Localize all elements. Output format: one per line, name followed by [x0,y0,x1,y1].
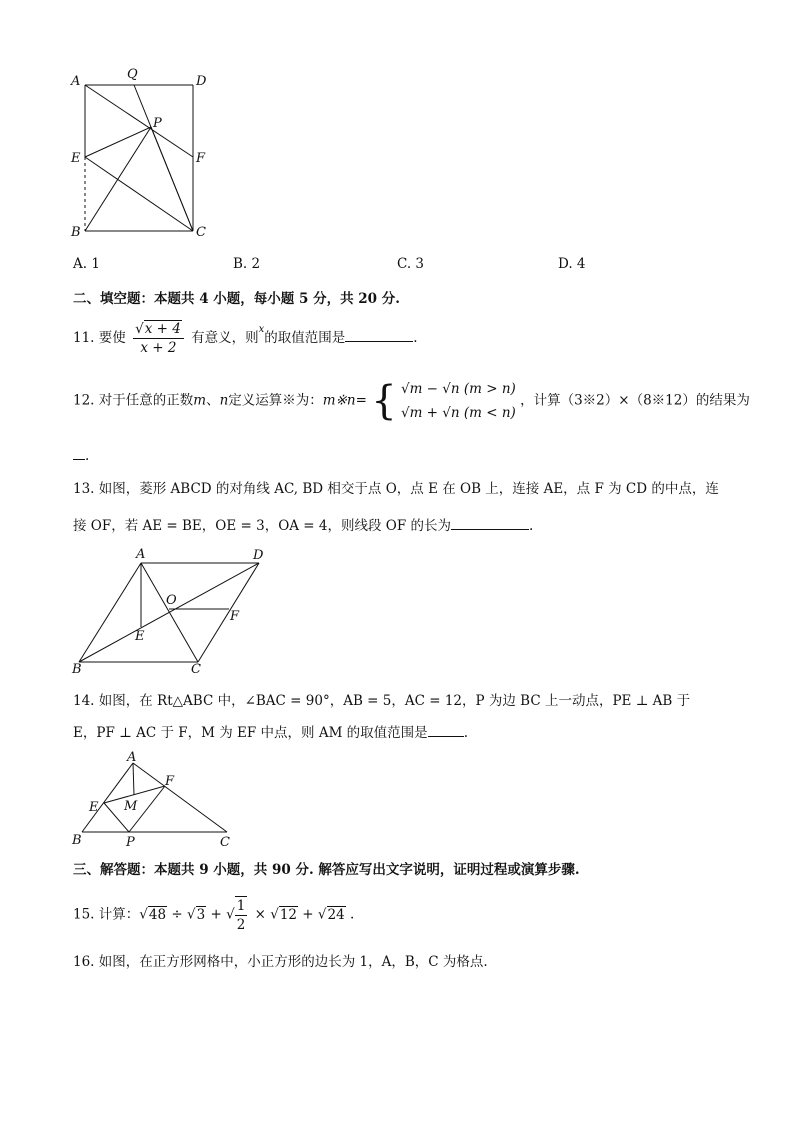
segment-bp [85,127,151,231]
q14-line-2 [73,722,468,743]
q11-denominator: x + 2 [140,340,177,356]
segment-ec [85,157,193,231]
q11-number: 11. [73,330,95,346]
q12-op: m※n= [322,392,367,409]
q11-answer-blank [345,327,413,342]
label-b: B [72,662,82,677]
q12-pre: 对于任意的正数 [98,392,194,409]
label-o: O [166,593,177,608]
q15-radical-4: 24 [327,906,345,923]
q14-line-1: 14. 如图，在 Rt△ABC 中，∠BAC = 90°，AB = 5，AC = 12，P 为边 BC 上一动点，PE ⊥ AB 于 [73,693,691,709]
label-d: D [253,548,264,563]
q15-fraction [235,896,248,934]
q15-radical-1: 48 [148,906,167,923]
section-heading-solutions: 三、解答题：本题共 9 小题，共 90 分. 解答应写出文字说明，证明过程或演算步骤. [73,862,580,878]
label-p: P [126,835,135,850]
label-p: P [153,116,162,131]
label-f: F [196,151,206,166]
q12-sep: 、 [206,392,220,409]
q11-pre: 要使 [98,330,126,346]
q15-frac-num: 1 [236,898,246,914]
q14-answer-blank [428,722,464,737]
q13-line-2 [73,515,533,536]
q12-end: . [85,448,90,464]
label-c: C [220,835,230,850]
section-heading-fill-in: 二、填空题：本题共 4 小题，每小题 5 分，共 20 分. [73,291,400,307]
q15-pre: 计算： [98,906,140,923]
question-16: 16. 如图，在正方形网格中，小正方形的边长为 1，A，B，C 为格点. [73,954,488,970]
q15-plus-2: + [302,906,314,923]
label-f: F [230,609,240,624]
label-m: M [124,799,138,814]
q12-cases [401,377,516,425]
figure-q13-rhombus [65,543,285,678]
q12-n: n [219,392,229,409]
q12-answer-blank [73,445,85,460]
q10-option-b: B. 2 [233,256,261,272]
q10-option-c: C. 3 [397,256,425,272]
figure-q10-rectangle [65,64,225,244]
q11-end: . [413,330,418,346]
label-b: B [72,833,82,848]
q11-post: 的取值范围是 [264,330,346,346]
side-dc [198,563,259,662]
q15-radical-2: 3 [196,906,206,923]
segment-am [133,763,134,795]
label-a: A [136,547,146,562]
q13-answer-blank [451,515,529,530]
label-b: B [71,225,81,240]
q13-line-2-text: 接 OF，若 AE = BE，OE = 3，OA = 4，则线段 OF 的长为 [73,518,452,534]
question-12 [73,377,750,425]
label-a: A [71,74,81,89]
q12-brace: { [371,378,397,424]
q15-end: . [350,906,355,923]
q15-number: 15. [73,906,95,923]
q11-fraction: $\frac{√x + 4}{x + 2}$ [133,320,184,357]
label-e: E [71,151,81,166]
q15-times: × [254,906,266,923]
q15-div: ÷ [171,906,183,923]
q14-line-2-text: E，PF ⊥ AC 于 F，M 为 EF 中点，则 AM 的取值范围是 [73,725,428,741]
figure-q14-right-triangle [65,748,245,850]
q15-radical-3: 12 [279,906,297,923]
side-ba [79,563,141,662]
label-d: D [196,74,207,89]
q13-line-1: 13. 如图，菱形 ABCD 的对角线 AC, BD 相交于点 O，点 E 在 OB 上，连接 AE，点 F 为 CD 的中点，连 [73,481,719,497]
q11-mid: 有意义，则 [191,330,259,346]
label-c: C [191,662,201,677]
label-f: F [165,774,175,789]
q15-frac-den: 2 [236,917,246,933]
q15-plus-1: + [210,906,222,923]
side-ac [133,763,227,832]
q11-radicand: x + 4 [144,321,181,337]
label-c: C [196,225,206,240]
label-a: A [127,750,137,765]
label-e: E [89,800,99,815]
q12-case-1: √m − √n (m > n) [400,381,516,397]
question-15: 15. 计算：√48 ÷ √3 + √ $\frac{1}{2}$ × √12 + √24 . [73,898,355,933]
label-e: E [135,629,145,644]
q12-m: m [193,392,207,409]
q13-end: . [529,518,534,534]
q12-case-2: √m + √n (m < n) [400,405,516,421]
q12-mid: 定义运算※为： [228,392,323,409]
question-11 [73,320,418,357]
q11-var: x [258,324,265,335]
q10-option-d: D. 4 [558,256,586,272]
q10-option-a: A. 1 [73,256,100,272]
q12-number: 12. [73,392,95,409]
q12-answer-line [73,445,89,466]
label-q: Q [127,67,138,82]
q14-end: . [463,725,468,741]
q12-post: ，计算（3※2）×（8※12）的结果为 [520,392,750,409]
